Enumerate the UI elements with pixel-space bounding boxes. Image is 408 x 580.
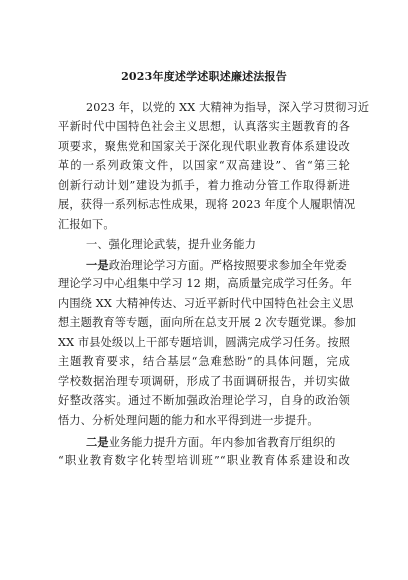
intro-line-6: 展，获得一系列标志性成果，现将 2023 年度个人履职情况 [58,198,356,211]
item2-first-line [86,435,335,450]
item1-lead: 一是 [86,258,109,272]
item1-line-5: XX 市县处级以上干部专题培训，圆满完成学习任务。按照 [58,336,351,349]
item1-line-7: 学校数据治理专项调研，形成了书面调研报告，并切实做 [58,375,350,388]
item2-lead: 二是 [86,435,109,449]
item2-first-line-text: 业务能力提升方面。年内参加省教育厅组织的 [108,436,336,449]
item1-first-line-text: 政治理论学习方面。严格按照要求参加全年党委 [108,259,347,272]
intro-line-4: 革的一系列政策文件，以国家“双高建设”、省“第三轮 [58,159,350,172]
item1-first-line [86,258,347,273]
item1-line-3: 内围绕 XX 大精神传达、习近平新时代中国特色社会主义思 [58,297,354,310]
item1-line-9: 悟力、分析处理问题的能力和水平得到进一步提升。 [58,414,319,427]
item1-line-2: 理论学习中心组集中学习 12 期，高质量完成学习任务。年 [58,277,353,290]
intro-line-2: 平新时代中国特色社会主义思想，认真落实主题教育的各 [58,120,350,133]
intro-line-7: 汇报如下。 [58,218,115,231]
item1-line-4: 想主题教育等专题，面向所在总支开展 2 次专题党课。参加 [58,316,357,329]
intro-line-5: 创新行动计划”建设为抓手，着力推动分管工作取得新进 [58,179,350,192]
item2-line-2: “职业教育数字化转型培训班”“职业教育体系建设和改 [58,454,350,467]
document-title: 2023年度述学述职述廉述法报告 [121,70,287,83]
intro-line-1: 2023 年，以党的 XX 大精神为指导，深入学习贯彻习近 [86,101,370,114]
intro-line-3: 项要求，聚焦党和国家关于深化现代职业教育体系建设改 [58,140,350,153]
section-heading-1: 一、强化理论武装，提升业务能力 [86,238,257,251]
item1-line-8: 好整改落实。通过不断加强政治理论学习，自身的政治领 [58,394,350,407]
item1-line-6: 主题教育要求，结合基层“急难愁盼”的具体问题，完成 [58,355,350,368]
